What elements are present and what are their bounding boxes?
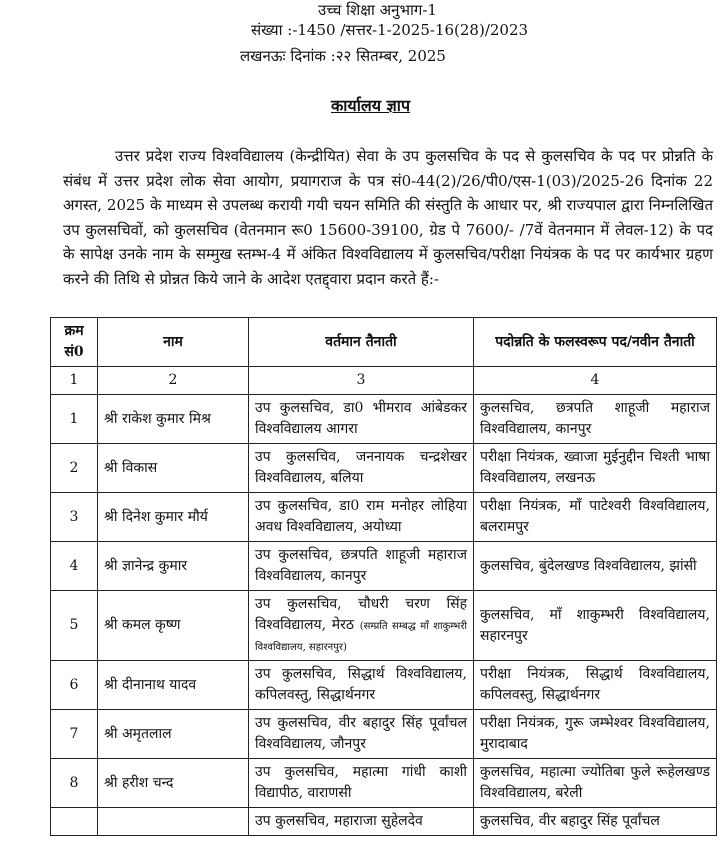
current-posting-cell: उप कुलसचिव, डा0 राम मनोहर लोहिया अवध विश्वविद्यालय, अयोध्या — [249, 493, 474, 542]
serial-cell: 1 — [51, 395, 98, 444]
current-posting-cell: उप कुलसचिव, डा0 भीमराव आंबेडकर विश्वविद्यालय आगरा — [249, 395, 474, 444]
current-posting-text: उप कुलसचिव, चौधरी चरण सिंह विश्वविद्यालय, मेरठ — [255, 596, 467, 633]
serial-cell: 5 — [51, 591, 98, 661]
column-number: 3 — [249, 367, 474, 395]
serial-cell — [51, 808, 98, 836]
department-line: उच्च शिक्षा अनुभाग-1 — [318, 1, 437, 19]
promoted-posting-cell: परीक्षा नियंत्रक, सिद्धार्थ विश्वविद्यालय, कपिलवस्तु, सिद्धार्थनगर — [474, 661, 717, 710]
attachment-note: (सम्प्रति सम्बद्ध माँ शाकुम्भरी विश्वविद्यालय, सहारनपुर) — [255, 621, 468, 653]
name-cell: श्री अमृतलाल — [98, 710, 249, 759]
serial-cell: 4 — [51, 542, 98, 591]
promoted-posting-cell: परीक्षा नियंत्रक, गुरू जम्भेश्वर विश्वविद्यालय, मुरादाबाद — [474, 710, 717, 759]
promoted-posting-cell: परीक्षा नियंत्रक, ख्वाजा मुईनुद्दीन चिश्ती भाषा विश्वविद्यालय, लखनऊ — [474, 444, 717, 493]
name-cell: श्री हरीश चन्द — [98, 759, 249, 808]
column-number: 1 — [51, 367, 98, 395]
table-row — [51, 710, 717, 759]
serial-cell: 3 — [51, 493, 98, 542]
promoted-posting-cell: परीक्षा नियंत्रक, माँ पाटेश्वरी विश्वविद्यालय, बलरामपुर — [474, 493, 717, 542]
name-cell: श्री दीनानाथ यादव — [98, 661, 249, 710]
name-cell — [98, 808, 249, 836]
name-cell: श्री कमल कृष्ण — [98, 591, 249, 661]
reference-number: संख्या :-1450 /सत्तर-1-2025-16(28)/2023 — [251, 21, 529, 39]
table-row — [51, 395, 717, 444]
current-posting-cell: उप कुलसचिव, जननायक चन्द्रशेखर विश्वविद्यालय, बलिया — [249, 444, 474, 493]
header-current-posting: वर्तमान तैनाती — [249, 318, 474, 367]
current-posting-cell: उप कुलसचिव, छत्रपति शाहूजी महाराज विश्वविद्यालय, कानपुर — [249, 542, 474, 591]
header-name: नाम — [98, 318, 249, 367]
promoted-posting-cell: कुलसचिव, माँ शाकुम्भरी विश्वविद्यालय, सहारनपुर — [474, 591, 717, 661]
name-cell: श्री राकेश कुमार मिश्र — [98, 395, 249, 444]
current-posting-cell — [249, 591, 474, 661]
memo-title: कार्यालय ज्ञाप — [331, 96, 411, 115]
promoted-posting-cell: कुलसचिव, छत्रपति शाहूजी महाराज विश्वविद्यालय, कानपुर — [474, 395, 717, 444]
table-row — [51, 808, 717, 836]
promoted-posting-cell: कुलसचिव, वीर बहादुर सिंह पूर्वांचल — [474, 808, 717, 836]
name-cell: श्री दिनेश कुमार मौर्य — [98, 493, 249, 542]
serial-cell: 2 — [51, 444, 98, 493]
column-number: 2 — [98, 367, 249, 395]
current-posting-cell: उप कुलसचिव, महाराजा सुहेलदेव — [249, 808, 474, 836]
table-row — [51, 591, 717, 661]
current-posting-cell: उप कुलसचिव, महात्मा गांधी काशी विद्यापीठ, वाराणसी — [249, 759, 474, 808]
header-promoted-posting: पदोन्नति के फलस्वरूप पद/नवीन तैनाती — [474, 318, 717, 367]
current-posting-cell: उप कुलसचिव, वीर बहादुर सिंह पूर्वांचल विश्वविद्यालय, जौनपुर — [249, 710, 474, 759]
column-number-row — [51, 367, 717, 395]
name-cell: श्री ज्ञानेन्द्र कुमार — [98, 542, 249, 591]
table-row — [51, 759, 717, 808]
table-row — [51, 493, 717, 542]
name-cell: श्री विकास — [98, 444, 249, 493]
table-header-row — [51, 318, 717, 367]
serial-cell: 6 — [51, 661, 98, 710]
promoted-posting-cell: कुलसचिव, महात्मा ज्योतिबा फुले रूहेलखण्ड विश्वविद्यालय, बरेली — [474, 759, 717, 808]
place-and-date: लखनऊः दिनांक :२२ सितम्बर, 2025 — [240, 47, 446, 65]
current-posting-cell: उप कुलसचिव, सिद्धार्थ विश्वविद्यालय, कपिलवस्तु, सिद्धार्थनगर — [249, 661, 474, 710]
memo-body-paragraph: उत्तर प्रदेश राज्य विश्वविद्यालय (केन्द्रीयित) सेवा के उप कुलसचिव के पद से कुलसचिव के पद पर प्रोन्नति के संबंध में उत्तर प्रदेश लोक सेवा आयोग, प्रयागराज के पत्र सं0-44(2)/26/पी0/एस-1(03)/2025-26 दिनांक 22 अगस्त, 2025 के माध्यम से उपलब्ध करायी गयी चयन समिति की संस्तुति के आधार पर, श्री राज्यपाल द्वारा निम्नलिखित उप कुलसचिवों, को कुलसचिव (वेतनमान रू0 15600-39100, ग्रेड पे 7600/- /7वें वेतनमान में लेवल-12) के पद के सापेक्ष उनके नाम के सम्मुख स्तम्भ-4 में अंकित विश्वविद्यालय में कुलसचिव/परीक्षा नियंत्रक के पद पर कार्यभार ग्रहण करने की तिथि से प्रोन्नत किये जाने के आदेश एतद्द्वारा प्रदान करते हैं:- — [63, 147, 714, 288]
table-row — [51, 444, 717, 493]
serial-cell: 7 — [51, 710, 98, 759]
serial-cell: 8 — [51, 759, 98, 808]
table-row — [51, 661, 717, 710]
promoted-posting-cell: कुलसचिव, बुंदेलखण्ड विश्वविद्यालय, झांसी — [474, 542, 717, 591]
column-number: 4 — [474, 367, 717, 395]
table-row — [51, 542, 717, 591]
promotion-table — [50, 317, 717, 836]
header-serial: क्रम सं0 — [51, 318, 98, 367]
